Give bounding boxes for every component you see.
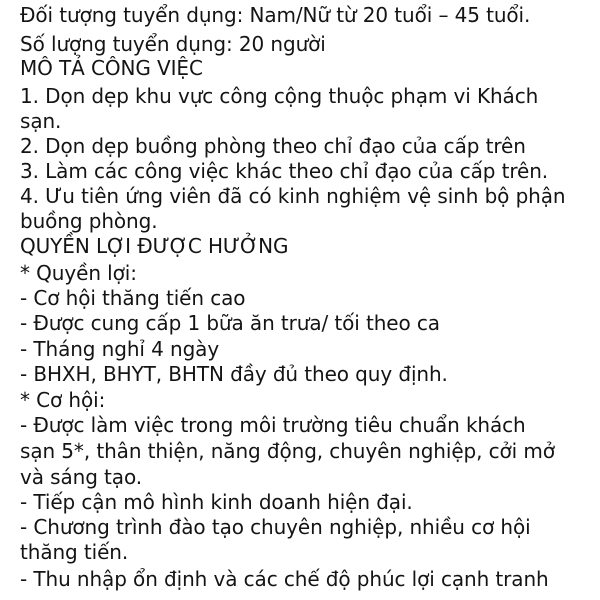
text-line: - BHXH, BHYT, BHTN đầy đủ theo quy định. — [20, 362, 448, 386]
text-line: - Tiếp cận mô hình kinh doanh hiện đại. — [20, 490, 413, 514]
text-line: - Được làm việc trong môi trường tiêu chuẩn khách — [20, 413, 526, 437]
text-line: 3. Làm các công việc khác theo chỉ đạo của cấp trên. — [20, 159, 549, 183]
text-line: 2. Dọn dẹp buồng phòng theo chỉ đạo của cấp trên — [20, 134, 526, 158]
text-line: - Thu nhập ổn định và các chế độ phúc lợi cạnh tranh — [20, 567, 549, 591]
text-line: sạn. — [20, 109, 62, 133]
text-line: - Chương trình đào tạo chuyên nghiệp, nhiều cơ hội — [20, 515, 531, 539]
text-line: - Tháng nghỉ 4 ngày — [20, 337, 220, 361]
text-line: Đối tượng tuyển dụng: Nam/Nữ từ 20 tuổi – 45 tuổi. — [20, 3, 531, 27]
text-line: 1. Dọn dẹp khu vực công cộng thuộc phạm vi Khách — [20, 84, 539, 108]
text-line: và sáng tạo. — [20, 465, 142, 489]
text-line: 4. Ưu tiên ứng viên đã có kinh nghiệm vệ sinh bộ phận — [20, 184, 566, 208]
text-line: thăng tiến. — [20, 540, 129, 564]
section-heading: QUYỀN LỢI ĐƯỢC HƯỞNG — [20, 234, 289, 258]
text-line: * Quyền lợi: — [20, 261, 137, 285]
text-line: * Cơ hội: — [20, 388, 106, 412]
text-line: - Được cung cấp 1 bữa ăn trưa/ tối theo ca — [20, 311, 440, 335]
text-line: sạn 5*, thân thiện, năng động, chuyên nghiệp, cởi mở — [20, 439, 555, 463]
text-line: buồng phòng. — [20, 209, 158, 233]
text-line: Số lượng tuyển dụng: 20 người — [20, 32, 326, 56]
text-line: - Cơ hội thăng tiến cao — [20, 286, 246, 310]
section-heading: MÔ TẢ CÔNG VIỆC — [20, 56, 203, 80]
